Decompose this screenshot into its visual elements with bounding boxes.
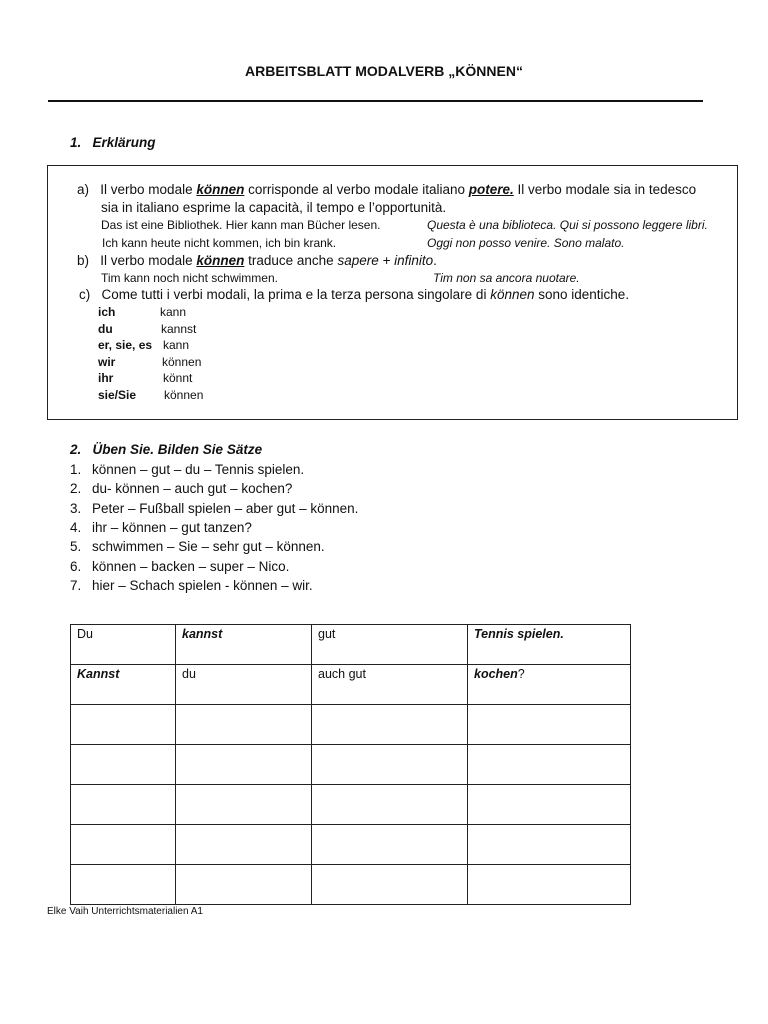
page-title: ARBEITSBLATT MODALVERB „KÖNNEN“ bbox=[245, 63, 523, 79]
list-number: 7. bbox=[70, 577, 82, 593]
pronoun: ihr bbox=[98, 371, 114, 385]
table-cell[interactable] bbox=[71, 705, 176, 745]
table-cell[interactable] bbox=[176, 785, 312, 825]
text: Il verbo modale bbox=[100, 253, 197, 268]
table-cell[interactable]: Du bbox=[71, 625, 176, 665]
text: sono identiche. bbox=[534, 287, 630, 302]
table-cell[interactable]: auch gut bbox=[312, 665, 468, 705]
pronoun: sie/Sie bbox=[98, 387, 137, 402]
example-de: Das ist eine Bibliothek. Hier kann man Bücher lesen. bbox=[101, 218, 381, 232]
text: . bbox=[433, 253, 437, 268]
pronoun: wir bbox=[98, 354, 116, 369]
table-cell[interactable] bbox=[468, 665, 631, 705]
list-item: Peter – Fußball spielen – aber gut – können. bbox=[92, 500, 359, 516]
verb-form: kann bbox=[160, 305, 187, 319]
table-cell[interactable]: kannst bbox=[176, 625, 312, 665]
text: Il verbo modale bbox=[100, 182, 197, 197]
text: sapere + infinito bbox=[337, 253, 434, 268]
table-row bbox=[71, 625, 631, 665]
title-rule bbox=[48, 100, 703, 102]
table-row bbox=[71, 785, 631, 825]
table-cell[interactable]: Tennis spielen. bbox=[468, 625, 631, 665]
item-c-line1 bbox=[79, 287, 629, 302]
table-cell[interactable] bbox=[468, 825, 631, 865]
section-number: 1. bbox=[70, 135, 82, 150]
table-cell[interactable] bbox=[468, 785, 631, 825]
example-de: Tim kann noch nicht schwimmen. bbox=[101, 271, 278, 285]
text: corrisponde al verbo modale italiano bbox=[244, 182, 469, 197]
table-cell[interactable] bbox=[71, 865, 176, 905]
keyword: können bbox=[196, 182, 245, 197]
table-row bbox=[71, 825, 631, 865]
table-cell[interactable] bbox=[176, 865, 312, 905]
list-item: können – backen – super – Nico. bbox=[92, 558, 290, 574]
section2-heading bbox=[70, 442, 262, 457]
keyword: können bbox=[196, 253, 245, 268]
verb-form: können bbox=[164, 387, 204, 402]
table-cell[interactable] bbox=[71, 745, 176, 785]
table-cell[interactable]: gut bbox=[312, 625, 468, 665]
pronoun: ich bbox=[98, 305, 116, 319]
table-cell[interactable] bbox=[312, 785, 468, 825]
verb-form: kann bbox=[163, 338, 190, 352]
table-cell[interactable] bbox=[312, 825, 468, 865]
list-number: 6. bbox=[70, 558, 82, 574]
list-item: schwimmen – Sie – sehr gut – können. bbox=[92, 539, 325, 555]
table-cell[interactable] bbox=[71, 785, 176, 825]
example-it: Questa è una biblioteca. Qui si possono leggere libri. bbox=[427, 218, 708, 232]
table-cell[interactable] bbox=[176, 825, 312, 865]
section1-heading bbox=[70, 135, 156, 150]
list-item: ihr – können – gut tanzen? bbox=[92, 519, 252, 535]
item-a-line1 bbox=[77, 182, 696, 197]
item-label: b) bbox=[77, 253, 90, 268]
text: traduce anche bbox=[244, 253, 338, 268]
table-cell[interactable] bbox=[312, 705, 468, 745]
text: Come tutti i verbi modali, la prima e la terza persona singolare di bbox=[101, 287, 491, 302]
table-cell[interactable] bbox=[468, 865, 631, 905]
answer-table bbox=[70, 624, 631, 905]
example-de: Ich kann heute nicht kommen, ich bin krank. bbox=[102, 236, 337, 250]
list-number: 4. bbox=[70, 519, 82, 535]
list-number: 5. bbox=[70, 539, 82, 555]
list-number: 3. bbox=[70, 500, 82, 516]
table-cell[interactable] bbox=[312, 865, 468, 905]
footer: Elke Vaih Unterrichtsmaterialien A1 bbox=[47, 906, 203, 917]
item-a-line2: sia in italiano esprime la capacità, il tempo e l’opportunità. bbox=[101, 200, 447, 215]
pronoun: du bbox=[98, 321, 113, 336]
verb-form: können bbox=[162, 354, 202, 369]
list-number: 2. bbox=[70, 481, 82, 497]
section-number: 2. bbox=[70, 442, 82, 457]
section-title: Üben Sie. Bilden Sie Sätze bbox=[92, 442, 263, 457]
keyword: potere. bbox=[468, 182, 514, 197]
pronoun: er, sie, es bbox=[98, 338, 153, 352]
table-cell[interactable] bbox=[176, 705, 312, 745]
section-title: Erklärung bbox=[92, 135, 156, 150]
table-row bbox=[71, 745, 631, 785]
cell-text: ? bbox=[517, 667, 525, 681]
example-it: Oggi non posso venire. Sono malato. bbox=[427, 236, 625, 250]
list-number: 1. bbox=[70, 462, 82, 477]
list-item: können – gut – du – Tennis spielen. bbox=[92, 462, 305, 477]
keyword: können bbox=[490, 287, 535, 302]
cell-text: kochen bbox=[474, 667, 518, 681]
table-cell[interactable] bbox=[176, 745, 312, 785]
table-cell[interactable] bbox=[468, 705, 631, 745]
verb-form: kannst bbox=[161, 321, 197, 336]
table-cell[interactable]: du bbox=[176, 665, 312, 705]
table-cell[interactable] bbox=[312, 745, 468, 785]
list-item: du- können – auch gut – kochen? bbox=[92, 481, 293, 497]
item-b-line1 bbox=[77, 253, 437, 268]
table-row bbox=[71, 865, 631, 905]
item-label: c) bbox=[79, 287, 91, 302]
table-row bbox=[71, 665, 631, 705]
text: Il verbo modale sia in tedesco bbox=[513, 182, 697, 197]
item-label: a) bbox=[77, 182, 90, 197]
table-cell[interactable] bbox=[468, 745, 631, 785]
table-row bbox=[71, 705, 631, 745]
table-cell[interactable]: Kannst bbox=[71, 665, 176, 705]
table-cell[interactable] bbox=[71, 825, 176, 865]
example-it: Tim non sa ancora nuotare. bbox=[433, 271, 580, 285]
verb-form: könnt bbox=[163, 371, 193, 385]
list-item: hier – Schach spielen - können – wir. bbox=[92, 577, 313, 593]
